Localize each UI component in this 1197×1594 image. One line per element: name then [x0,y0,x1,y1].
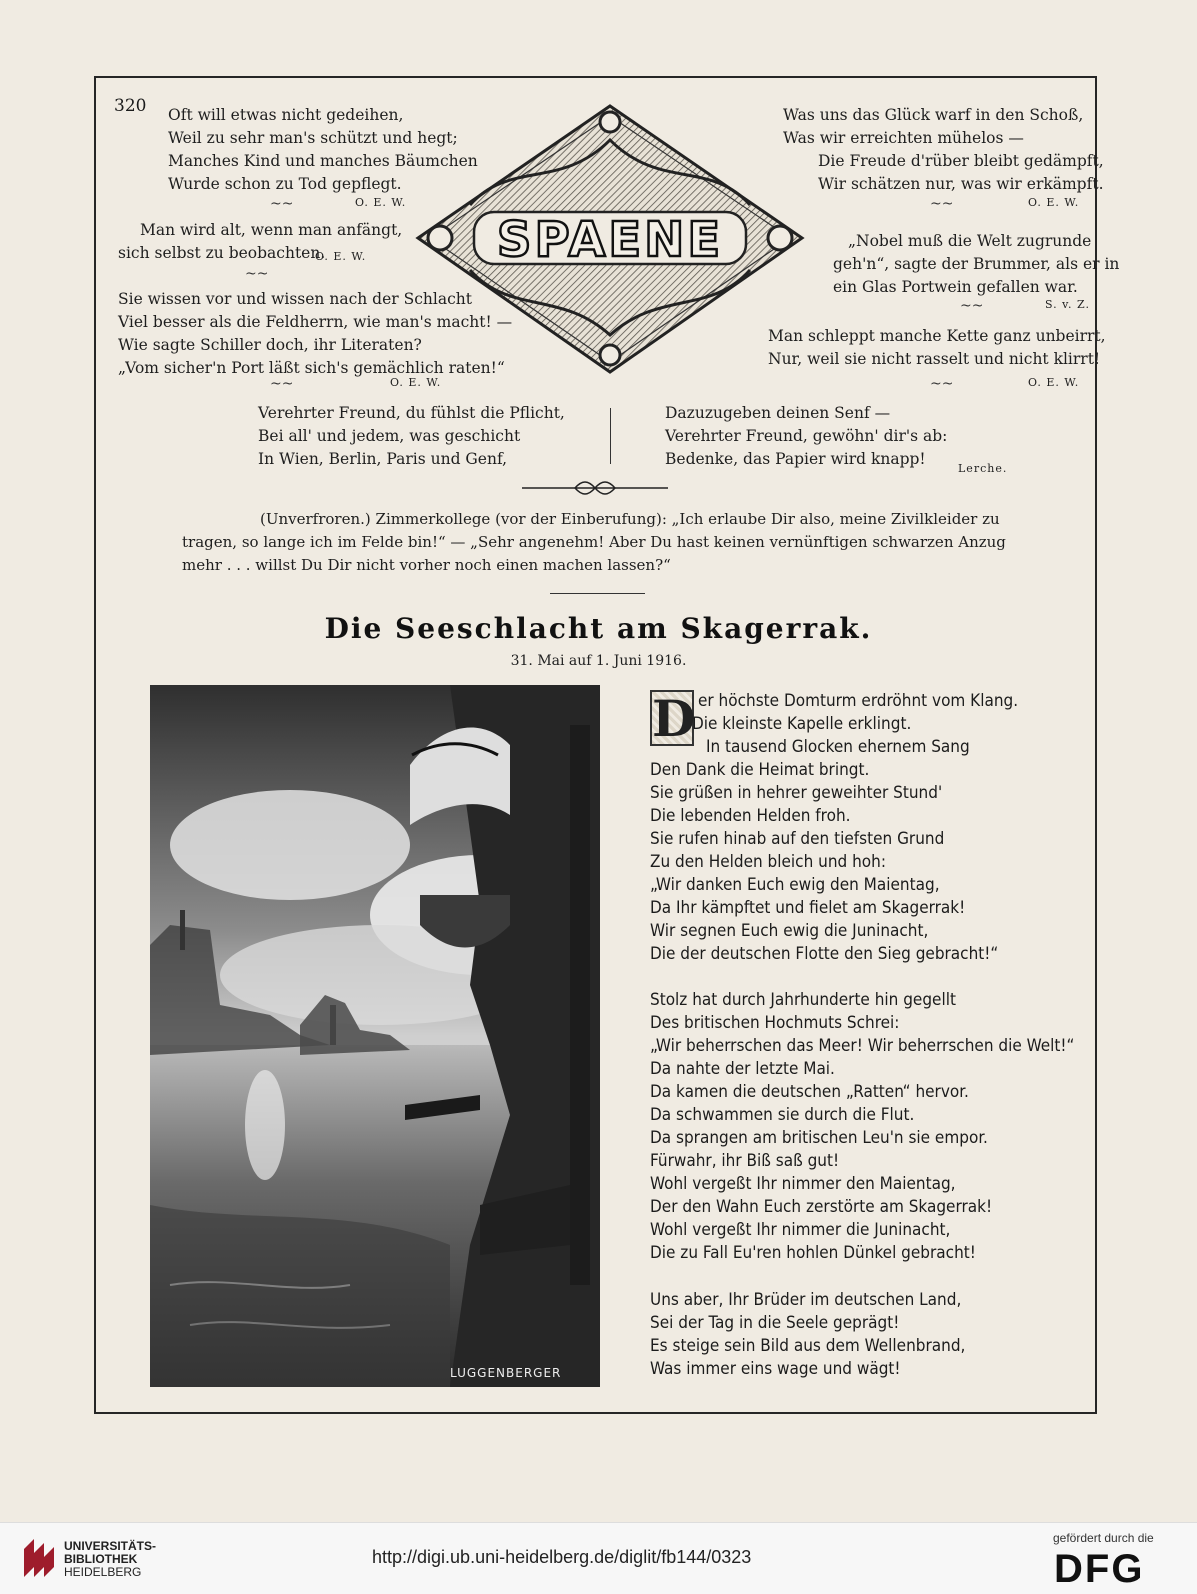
signature: O. E. W. [390,376,442,389]
poem-line: Zu den Helden bleich und hoh: [650,852,886,872]
article-title: Die Seeschlacht am Skagerrak. [324,612,873,645]
text-line: „Nobel muß die Welt zugrunde [848,232,1092,250]
text-line: sich selbst zu beobachten. [118,244,326,262]
text-line: Wie sagte Schiller doch, ihr Literaten? [118,336,422,354]
poem-line: In tausend Glocken ehernem Sang [706,737,970,757]
signature: Lerche. [958,462,1008,475]
poem-line: Da schwammen sie durch die Flut. [650,1105,915,1125]
text-line: Oft will etwas nicht gedeihen, [168,106,404,124]
spaene-ornament [410,100,810,380]
university-name: UNIVERSITÄTS- BIBLIOTHEK HEIDELBERG [64,1539,157,1579]
section-rule [550,593,645,594]
signature: O. E. W. [315,250,367,263]
poem-line: Die der deutschen Flotte den Sieg gebracht!“ [650,944,999,964]
text-line: Nur, weil sie nicht rasselt und nicht klirrt! [768,350,1101,368]
poem-line: „Wir beherrschen das Meer! Wir beherrschen die Welt!“ [650,1036,1075,1056]
poem-line: Der den Wahn Euch zerstörte am Skagerrak! [650,1197,993,1217]
poem-line: Die lebenden Helden froh. [650,806,851,826]
text-line: Wurde schon zu Tod gepflegt. [168,175,402,193]
text-line: Manches Kind und manches Bäumchen [168,152,478,170]
poem-line: Da Ihr kämpftet und fielet am Skagerrak! [650,898,966,918]
separator: ~~ [930,376,954,392]
poem-line: Stolz hat durch Jahrhunderte hin gegellt [650,990,956,1010]
text-line: Die Freude d'rüber bleibt gedämpft, [818,152,1104,170]
poem-line: Fürwahr, ihr Biß saß gut! [650,1151,840,1171]
separator: ~~ [270,376,294,392]
signature: O. E. W. [1028,196,1080,209]
poem-line: Wohl vergeßt Ihr nimmer den Maientag, [650,1174,956,1194]
poem-line: Wohl vergeßt Ihr nimmer die Juninacht, [650,1220,951,1240]
poem-line: Uns aber, Ihr Brüder im deutschen Land, [650,1290,962,1310]
poem-line: er höchste Domturm erdröhnt vom Klang. [698,691,1019,711]
poem-line: Des britischen Hochmuts Schrei: [650,1013,900,1033]
text-line: Wir schätzen nur, was wir erkämpft. [818,175,1104,193]
poem-line: Es steige sein Bild aus dem Wellenbrand, [650,1336,966,1356]
text-line: In Wien, Berlin, Paris und Genf, [258,450,508,468]
signature: S. v. Z. [1045,298,1090,311]
poem-line: „Wir danken Euch ewig den Maientag, [650,875,940,895]
text-line: Weil zu sehr man's schützt und hegt; [168,129,458,147]
separator: ~~ [270,196,294,212]
text-line: Man wird alt, wenn man anfängt, [140,221,403,239]
text-line: Was wir erreichten mühelos — [783,129,1024,147]
text-line: Was uns das Glück warf in den Schoß, [783,106,1084,124]
naval-battle-illustration [150,685,600,1387]
poem-line: Da kamen die deutschen „Ratten“ hervor. [650,1082,969,1102]
text-line: ein Glas Portwein gefallen war. [833,278,1078,296]
text-line: tragen, so lange ich im Felde bin!“ — „Sehr angenehm! Aber Du hast keinen vernünftigen schwarzen Anzug [182,533,1006,551]
text-line: Man schleppt manche Kette ganz unbeirrt, [768,327,1106,345]
poem-line: Die kleinste Kapelle erklingt. [692,714,912,734]
separator: ~~ [245,266,269,282]
text-line: „Vom sicher'n Port läßt sich's gemächlich raten!“ [118,359,505,377]
signature: O. E. W. [355,196,407,209]
separator: ~~ [930,196,954,212]
funding-label: gefördert durch die [1053,1531,1154,1545]
text-line: geh'n“, sagte der Brummer, als er in [833,255,1120,273]
permalink[interactable]: http://digi.ub.uni-heidelberg.de/diglit/fb144/0323 [372,1547,752,1567]
text-line: Verehrter Freund, gewöhn' dir's ab: [665,427,948,445]
poem-line: Wir segnen Euch ewig die Juninacht, [650,921,929,941]
poem-line: Den Dank die Heimat bringt. [650,760,870,780]
text-line: (Unverfroren.) Zimmerkollege (vor der Einberufung): „Ich erlaube Dir also, meine Zivilkleider zu [260,510,1000,528]
dfg-logo: DFG [1054,1547,1145,1591]
text-line: Verehrter Freund, du fühlst die Pflicht, [258,404,565,422]
separator: ~~ [960,298,984,314]
poem-line: Was immer eins wage und wägt! [650,1359,901,1379]
flourish-divider [520,478,670,498]
text-line: Bei all' und jedem, was geschicht [258,427,521,445]
ornament-title: SPAENE [496,212,724,268]
poem-line: Sei der Tag in die Seele geprägt! [650,1313,900,1333]
signature: O. E. W. [1028,376,1080,389]
column-divider [610,408,611,464]
poem-line: Da sprangen am britischen Leu'n sie empor. [650,1128,988,1148]
poem-line: Da nahte der letzte Mai. [650,1059,835,1079]
poem-line: Sie rufen hinab auf den tiefsten Grund [650,829,945,849]
artist-signature: LUGGENBERGER [450,1366,562,1380]
poem-line: Sie grüßen in hehrer geweihter Stund' [650,783,943,803]
text-line: Sie wissen vor und wissen nach der Schlacht [118,290,472,308]
text-line: mehr . . . willst Du Dir nicht vorher noch einen machen lassen?“ [182,556,671,574]
poem-line: Die zu Fall Eu'ren hohlen Dünkel gebracht! [650,1243,976,1263]
university-logo-icon [20,1535,60,1581]
article-subtitle: 31. Mai auf 1. Juni 1916. [510,653,687,669]
text-line: Dazuzugeben deinen Senf — [665,404,891,422]
text-line: Bedenke, das Papier wird knapp! [665,450,926,468]
page-number: 320 [114,96,147,116]
viewer-footer [0,1522,1197,1594]
drop-cap: D [652,689,696,748]
text-line: Viel besser als die Feldherrn, wie man's macht! — [118,313,513,331]
